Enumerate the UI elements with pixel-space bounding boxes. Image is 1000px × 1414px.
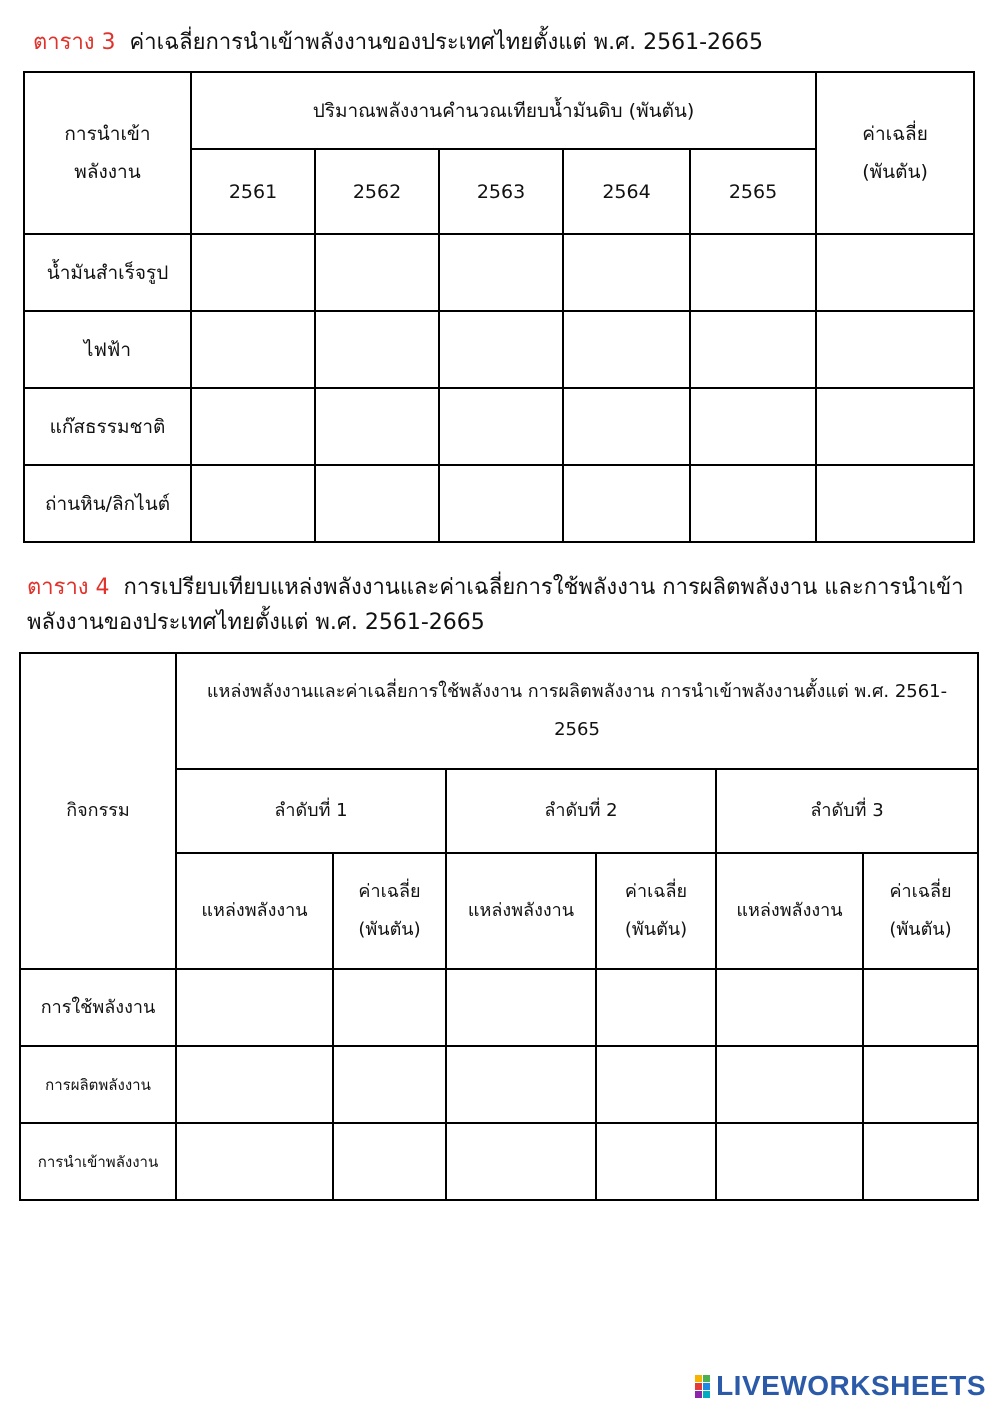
t3-row-label: แก๊สธรรมชาติ [24,388,191,465]
t3-input-cell[interactable] [315,234,439,311]
t4-input-cell[interactable] [446,1046,596,1123]
logo-square [695,1391,702,1398]
t3-input-cell[interactable] [690,388,816,465]
t3-row-label: น้ำมันสำเร็จรูป [24,234,191,311]
t3-input-cell[interactable] [563,388,690,465]
t3-input-cell[interactable] [191,465,315,542]
t4-sub-source: แหล่งพลังงาน [176,853,333,969]
t4-sub-average-line1: ค่าเฉลี่ย [889,881,952,902]
table-row [20,1046,978,1123]
table3-caption [33,25,763,61]
t4-input-cell[interactable] [176,969,333,1046]
table3-title: ค่าเฉลี่ยการนำเข้าพลังงานของประเทศไทยตั้งแต่ พ.ศ. 2561-2665 [129,30,764,55]
table3 [23,71,975,543]
t3-input-cell[interactable] [439,234,563,311]
t4-sub-average-line2: (พันตัน) [889,919,952,940]
t3-input-cell[interactable] [315,311,439,388]
t4-input-cell[interactable] [863,969,978,1046]
logo-square [695,1383,702,1390]
table-row [24,388,974,465]
t4-input-cell[interactable] [716,1123,863,1200]
t3-input-cell[interactable] [690,311,816,388]
table4-title-line1: การเปรียบเทียบแหล่งพลังงานและค่าเฉลี่ยการใช้พลังงาน การผลิตพลังงาน และการนำเข้า [123,575,964,600]
t4-sub-source: แหล่งพลังงาน [446,853,596,969]
t4-sub-average [333,853,446,969]
t4-input-cell[interactable] [333,969,446,1046]
t4-input-cell[interactable] [176,1123,333,1200]
liveworksheets-logo-icon [695,1375,710,1398]
t3-input-cell[interactable] [563,465,690,542]
table-row [20,969,978,1046]
liveworksheets-logo-text: LIVEWORKSHEETS [716,1370,986,1401]
t3-input-cell[interactable] [315,465,439,542]
logo-square [695,1375,702,1382]
t3-input-cell[interactable] [439,465,563,542]
liveworksheets-logo [695,1370,986,1402]
t4-input-cell[interactable] [863,1123,978,1200]
t3-input-cell[interactable] [191,234,315,311]
t3-row-label: ไฟฟ้า [24,311,191,388]
t4-input-cell[interactable] [716,1046,863,1123]
t4-input-cell[interactable] [596,1046,716,1123]
t4-rank-header: ลำดับที่ 1 [176,769,446,853]
t3-row-label: ถ่านหิน/ลิกไนต์ [24,465,191,542]
t3-header-activity [24,72,191,234]
t4-row-label: การผลิตพลังงาน [20,1046,176,1123]
t3-header-quantity: ปริมาณพลังงานคำนวณเทียบน้ำมันดิบ (พันตัน) [191,72,816,149]
t3-year-header: 2563 [439,149,563,234]
t3-input-cell[interactable] [439,311,563,388]
t3-input-cell[interactable] [690,465,816,542]
table-row [24,234,974,311]
t3-average-input-cell[interactable] [816,234,974,311]
t3-average-input-cell[interactable] [816,388,974,465]
t4-input-cell[interactable] [596,969,716,1046]
t3-header-activity-line2: พลังงาน [74,161,141,183]
t3-year-header: 2562 [315,149,439,234]
logo-square [703,1391,710,1398]
table4-caption-line2: พลังงานของประเทศไทยตั้งแต่ พ.ศ. 2561-2665 [27,610,485,635]
t3-header-average [816,72,974,234]
t4-rank-header: ลำดับที่ 3 [716,769,978,853]
t3-input-cell[interactable] [690,234,816,311]
t4-input-cell[interactable] [863,1046,978,1123]
t3-input-cell[interactable] [563,234,690,311]
t4-row-label: การใช้พลังงาน [20,969,176,1046]
table4-label: ตาราง 4 [27,575,110,600]
t3-input-cell[interactable] [191,311,315,388]
logo-square [703,1375,710,1382]
table4-caption [27,570,964,606]
t3-input-cell[interactable] [563,311,690,388]
t3-header-activity-line1: การนำเข้า [64,123,151,145]
t4-input-cell[interactable] [333,1123,446,1200]
t4-header-main-line1: แหล่งพลังงานและค่าเฉลี่ยการใช้พลังงาน การผลิตพลังงาน การนำเข้าพลังงานตั้งแต่ พ.ศ. 2561- [206,681,948,702]
t4-sub-source: แหล่งพลังงาน [716,853,863,969]
t4-input-cell[interactable] [333,1046,446,1123]
t4-row-label: การนำเข้าพลังงาน [20,1123,176,1200]
t3-input-cell[interactable] [191,388,315,465]
t4-sub-average [596,853,716,969]
table-row [20,1123,978,1200]
t3-average-input-cell[interactable] [816,465,974,542]
table-row [24,465,974,542]
t4-header-main-line2: 2565 [554,719,600,740]
t3-header-average-line1: ค่าเฉลี่ย [862,123,928,145]
t3-average-input-cell[interactable] [816,311,974,388]
t4-sub-average-line1: ค่าเฉลี่ย [358,881,421,902]
t4-input-cell[interactable] [176,1046,333,1123]
table4 [19,652,979,1201]
t4-input-cell[interactable] [596,1123,716,1200]
t3-header-average-line2: (พันตัน) [862,161,928,183]
t4-sub-average-line1: ค่าเฉลี่ย [624,881,688,902]
t4-input-cell[interactable] [446,969,596,1046]
t4-sub-average-line2: (พันตัน) [624,919,688,940]
t4-header-activity: กิจกรรม [20,653,176,969]
logo-square [703,1383,710,1390]
t3-year-header: 2561 [191,149,315,234]
t4-rank-header: ลำดับที่ 2 [446,769,716,853]
t4-sub-average [863,853,978,969]
t4-sub-average-line2: (พันตัน) [358,919,421,940]
t3-year-header: 2565 [690,149,816,234]
table3-label: ตาราง 3 [33,30,116,55]
t4-input-cell[interactable] [716,969,863,1046]
t3-input-cell[interactable] [315,388,439,465]
t3-input-cell[interactable] [439,388,563,465]
table-row [24,311,974,388]
t4-input-cell[interactable] [446,1123,596,1200]
t4-header-main [176,653,978,769]
t3-year-header: 2564 [563,149,690,234]
